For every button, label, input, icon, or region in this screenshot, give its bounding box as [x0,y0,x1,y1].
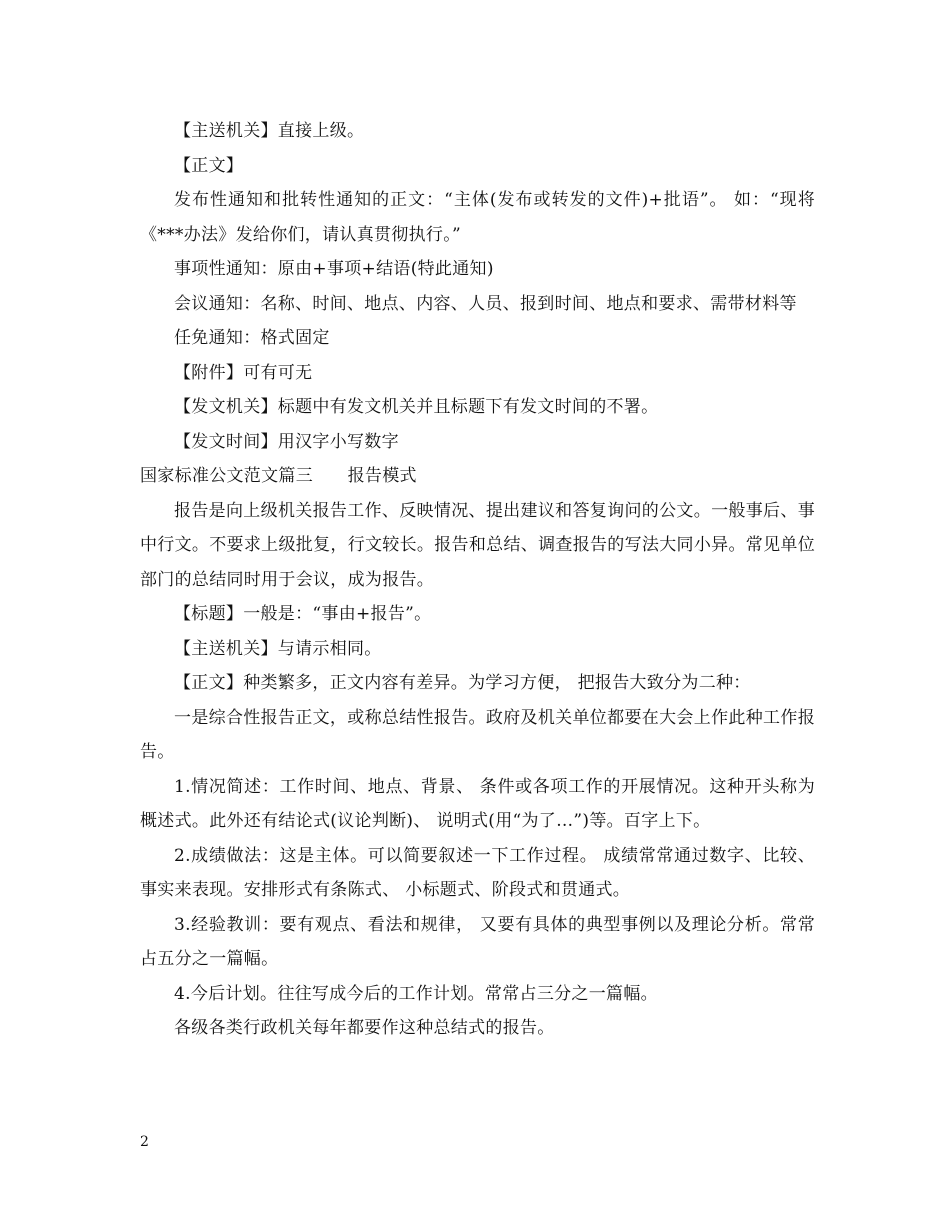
paragraph: 4.今后计划。往往写成今后的工作计划。常常占三分之一篇幅。 [174,983,658,1004]
paragraph: 各级各类行政机关每年都要作这种总结式的报告。 [174,1018,555,1038]
paragraph: 一是综合性报告正文，或称总结性报告。政府及机关单位都要在大会上作此种工作报告。 [140,707,815,762]
paragraph: 【正文】种类繁多，正文内容有差异。为学习方便， 把报告大致分为二种： [174,673,751,693]
paragraph: 【主送机关】与请示相同。 [174,638,382,659]
paragraph: 发布性通知和批转性通知的正文：“主体(发布或转发的文件)+批语”。 如：“现将《***办法》发给你们，请认真贯彻执行。” [140,190,815,245]
paragraph: 1.情况简述：工作时间、地点、背景、 条件或各项工作的开展情况。这种开头称为概述式。此外还有结论式(议论判断)、 说明式(用“为了…”)等。百字上下。 [140,776,815,831]
paragraph: 【发文机关】标题中有发文机关并且标题下有发文时间的不署。 [174,397,659,417]
section-heading: 国家标准公文范文篇三 报告模式 [140,466,417,486]
paragraph: 【正文】 [174,155,244,176]
document-body [140,114,815,1046]
paragraph: 【附件】可有可无 [174,362,313,383]
paragraph: 【发文时间】用汉字小写数字 [174,431,399,452]
paragraph: 任免通知：格式固定 [174,328,330,348]
paragraph: 会议通知：名称、时间、地点、内容、人员、报到时间、地点和要求、需带材料等 [174,293,797,314]
paragraph: 2.成绩做法：这是主体。可以简要叙述一下工作过程。 成绩常常通过数字、比较、事实来表现。安排形式有条陈式、 小标题式、阶段式和贯通式。 [140,845,815,900]
paragraph: 事项性通知：原由+事项+结语(特此通知) [174,259,494,279]
page-number: 2 [140,1134,149,1150]
paragraph: 【标题】一般是：“事由+报告”。 [174,604,432,624]
paragraph: 【主送机关】直接上级。 [174,121,365,141]
paragraph: 3.经验教训：要有观点、看法和规律， 又要有具体的典型事例以及理论分析。常常占五分之一篇幅。 [140,914,815,969]
paragraph: 报告是向上级机关报告工作、反映情况、提出建议和答复询问的公文。一般事后、事中行文。不要求上级批复，行文较长。报告和总结、调查报告的写法大同小异。常见单位部门的总结同时用于会议，成为报告。 [140,500,815,590]
